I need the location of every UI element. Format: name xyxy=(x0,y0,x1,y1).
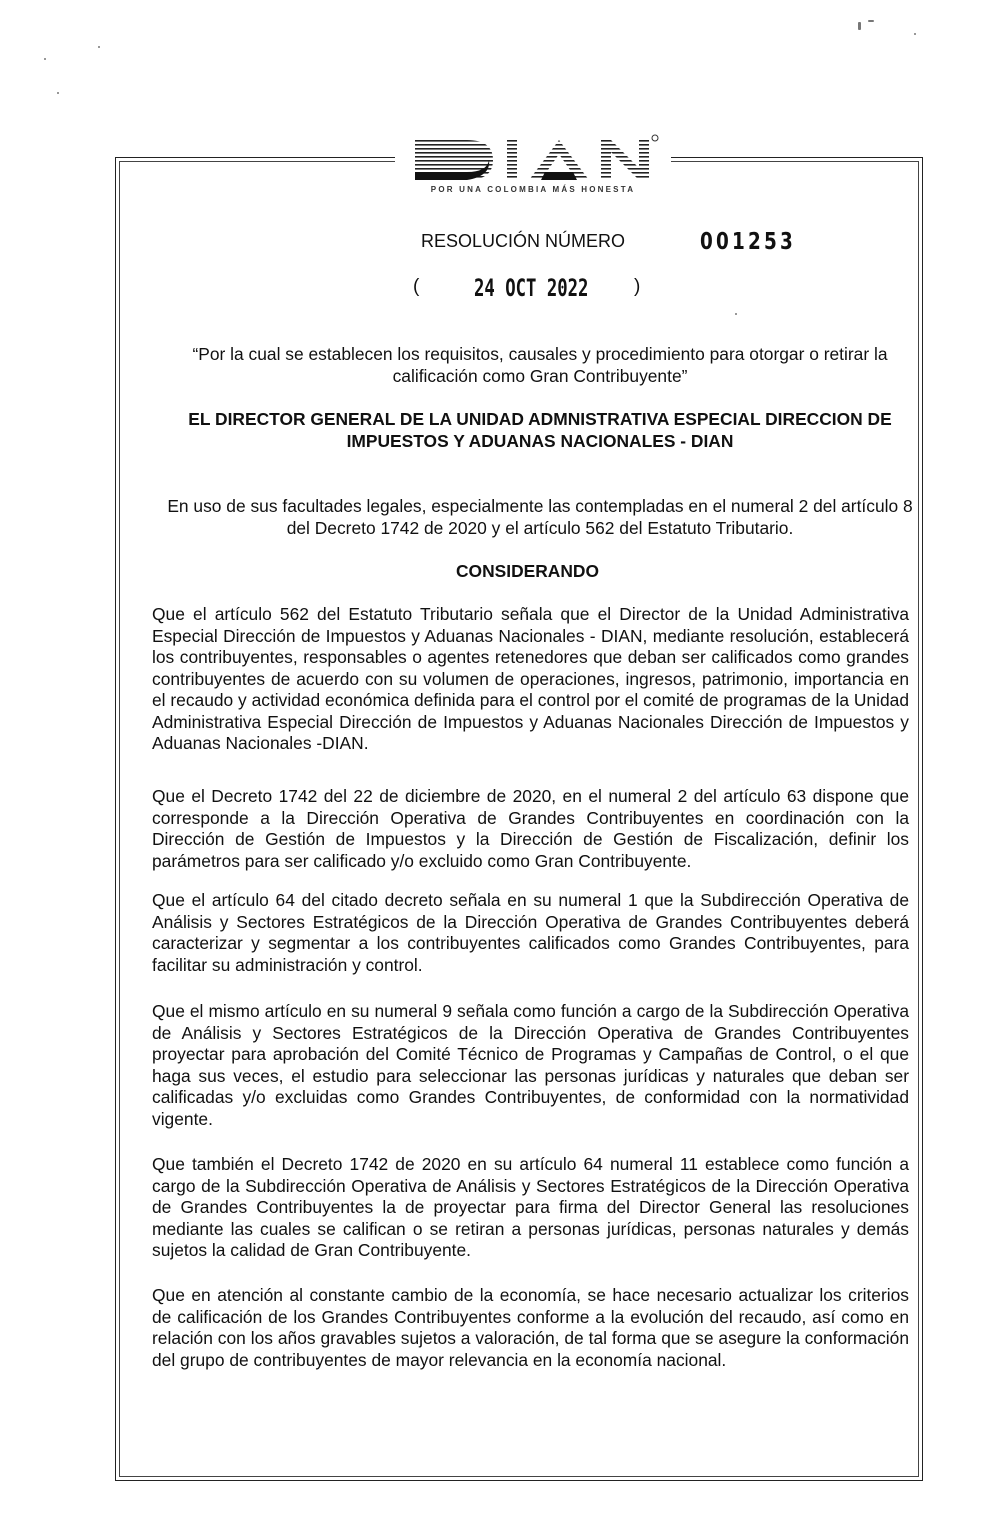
dian-logo-icon xyxy=(407,132,659,184)
dian-logo xyxy=(395,128,671,200)
considerando-heading: CONSIDERANDO xyxy=(456,561,599,581)
issuing-authority: EL DIRECTOR GENERAL DE LA UNIDAD ADMNISTRATIVA ESPECIAL DIRECCION DE IMPUESTOS Y ADUANAS NACIONALES - DIAN xyxy=(188,409,892,451)
dian-tagline: POR UNA COLOMBIA MÁS HONESTA xyxy=(430,185,636,194)
resolution-number: 001253 xyxy=(700,229,797,255)
scan-speck xyxy=(868,20,874,22)
paragraph-4: Que el mismo artículo en su numeral 9 señala como función a cargo de la Subdirección Operativa de Análisis y Sectores Estratégicos de la Dirección Operativa de Grandes Contribuyentes proyectar para aprobación del Comité Técnico de Programas y Campañas de Control, o el que haga sus veces, el estudio para seleccionar las personas jurídicas y naturales que deban ser calificadas y/o excluidas como Grandes Contribuyentes, de conformidad con la normatividad vigente. xyxy=(152,1001,909,1129)
scan-speck xyxy=(735,313,737,315)
paragraph-6: Que en atención al constante cambio de la economía, se hace necesario actualizar los criterios de calificación de los Grandes Contribuyentes conforme a la evolución del recaudo, así como en relación con los años gravables sujetos a valoración, de tal forma que se asegure la conformación del grupo de contribuyentes de mayor relevancia en la economía nacional. xyxy=(152,1285,909,1370)
scan-speck xyxy=(44,58,46,60)
scan-speck xyxy=(914,33,916,35)
resolution-date-row xyxy=(0,274,1000,304)
resolution-date: 24 OCT 2022 xyxy=(474,274,589,302)
resolution-label: RESOLUCIÓN NÚMERO xyxy=(421,231,626,251)
date-close-paren: ) xyxy=(634,276,641,297)
scan-speck xyxy=(57,92,59,94)
scan-speck xyxy=(98,46,100,48)
document-title: “Por la cual se establecen los requisitos, causales y procedimiento para otorgar o retirar la calificación como Gran Contribuyente” xyxy=(192,344,888,386)
preamble: En uso de sus facultades legales, especialmente las contempladas en el numeral 2 del artículo 8 del Decreto 1742 de 2020 y el artículo 562 del Estatuto Tributario. xyxy=(167,496,913,538)
paragraph-2: Que el Decreto 1742 del 22 de diciembre de 2020, en el numeral 2 del artículo 63 dispone que corresponde a la Dirección Operativa de Grandes Contribuyentes en coordinación con la Dirección de Gestión de Impuestos y la Dirección de Gestión de Fiscalización, definir los parámetros para ser calificado y/o excluido como Gran Contribuyente. xyxy=(152,786,909,871)
date-open-paren: ( xyxy=(413,276,420,297)
paragraph-1: Que el artículo 562 del Estatuto Tributario señala que el Director de la Unidad Administrativa Especial Dirección de Impuestos y Aduanas Nacionales - DIAN, mediante resolución, establecerá los contribuyentes, responsables o agentes retenedores que deban ser calificados como grandes contribuyentes de acuerdo con su volumen de operaciones, ingresos, patrimonio, importancia en el recaudo y actividad económica definida para el control por el comité de programas de la Unidad Administrativa Especial Dirección de Impuestos y Aduanas Nacionales Dirección de Impuestos y Aduanas Nacionales -DIAN. xyxy=(152,604,909,753)
paragraph-3: Que el artículo 64 del citado decreto señala en su numeral 1 que la Subdirección Operativa de Análisis y Sectores Estratégicos de la Dirección Operativa de Grandes Contribuyentes deberá caracterizar y segmentar a los contribuyentes calificados como Grandes Contribuyentes, para facilitar su administración y control. xyxy=(152,890,909,975)
paragraph-5: Que también el Decreto 1742 de 2020 en su artículo 64 numeral 11 establece como función a cargo de la Subdirección Operativa de Análisis y Sectores Estratégicos de la Dirección Operativa de Grandes Contribuyentes la de proyectar para firma del Director General las resoluciones mediante las cuales se califican o se retiran a personas jurídicas, personas naturales y demás sujetos la calidad de Gran Contribuyente. xyxy=(152,1154,909,1260)
scan-speck xyxy=(858,22,861,30)
